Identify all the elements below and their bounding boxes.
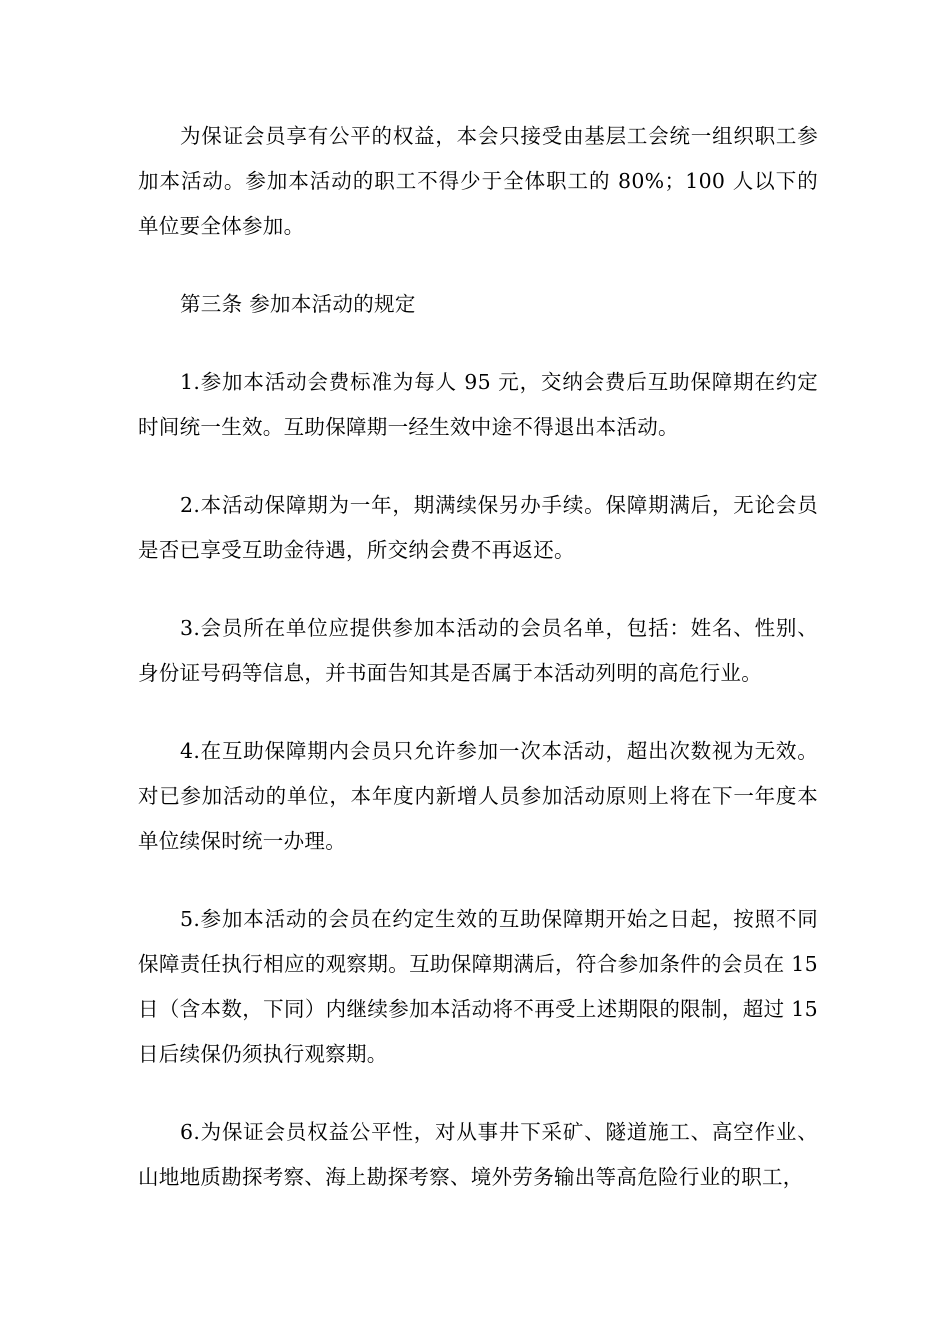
document-body [138,114,818,1233]
paragraph-rule-5: 5.参加本活动的会员在约定生效的互助保障期开始之日起，按照不同保障责任执行相应的观察期。互助保障期满后，符合参加条件的会员在 15 日（含本数，下同）内继续参加本活动将不再受上述期限的限制，超过 15 日后续保仍须执行观察期。 [138,907,818,1066]
paragraph-rule-4: 4.在互助保障期内会员只允许参加一次本活动，超出次数视为无效。对已参加活动的单位，本年度内新增人员参加活动原则上将在下一年度本单位续保时统一办理。 [138,739,818,853]
paragraph-rule-6: 6.为保证会员权益公平性，对从事井下采矿、隧道施工、高空作业、山地地质勘探考察、海上勘探考察、境外劳务输出等高危险行业的职工， [138,1120,818,1189]
paragraph-rule-3: 3.会员所在单位应提供参加本活动的会员名单，包括：姓名、性别、身份证号码等信息，并书面告知其是否属于本活动列明的高危行业。 [138,616,818,685]
paragraph-rule-1: 1.参加本活动会费标准为每人 95 元，交纳会费后互助保障期在约定时间统一生效。互助保障期一经生效中途不得退出本活动。 [138,370,818,439]
section-heading-article-3: 第三条 参加本活动的规定 [180,292,416,316]
paragraph-participation-requirement: 为保证会员享有公平的权益，本会只接受由基层工会统一组织职工参加本活动。参加本活动的职工不得少于全体职工的 80%；100 人以下的单位要全体参加。 [138,124,818,238]
paragraph-rule-2: 2.本活动保障期为一年，期满续保另办手续。保障期满后，无论会员是否已享受互助金待遇，所交纳会费不再返还。 [138,493,818,562]
